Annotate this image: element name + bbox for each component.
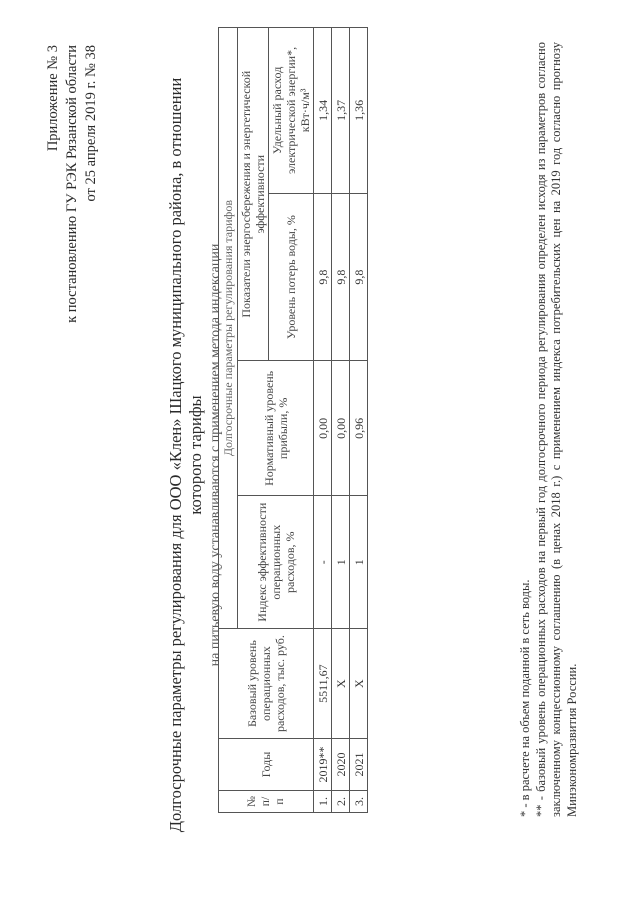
cell-base: X (332, 629, 350, 739)
header-num: № п/п (219, 791, 314, 813)
document-title (166, 75, 226, 835)
cell-profit: 0,96 (350, 361, 368, 496)
appendix-date: от 25 апреля 2019 г. № 38 (83, 45, 99, 202)
header-base-costs: Базовый уровень операционных расходов, тыс. руб. (219, 629, 314, 739)
title-line-2: на питьевую воду устанавливаются с применением метода индексации (208, 243, 223, 667)
cell-year: 2020 (332, 739, 350, 791)
cell-profit: 0,00 (332, 361, 350, 496)
appendix-number: Приложение № 3 (45, 45, 61, 152)
cell-efficiency: 1 (332, 496, 350, 629)
cell-num: 1. (314, 791, 332, 813)
cell-num: 2. (332, 791, 350, 813)
header-profit: Нормативный уровень прибыли, % (238, 361, 314, 496)
cell-water-loss: 9,8 (314, 193, 332, 361)
footnote-2: ** - базовый уровень операционных расходов на первый год долгосрочного периода регулирования определен исходя из параметров согласно заключенному концессионному соглашению (в ценах 2018 г.) с применением индекса потребительских цен на 2019 год согласно прогнозу Минэкономразвития России. (533, 42, 579, 817)
cell-base: 5511,67 (314, 629, 332, 739)
cell-efficiency: - (314, 496, 332, 629)
cell-water-loss: 9,8 (332, 193, 350, 361)
header-energy-group: Показатели энергосбережения и энергетической эффективности (238, 28, 269, 361)
footnotes (518, 42, 580, 817)
parameters-table (218, 27, 368, 813)
cell-base: X (350, 629, 368, 739)
appendix-resolution: к постановлению ГУ РЭК Рязанской области (64, 45, 80, 323)
appendix-header (44, 45, 101, 323)
cell-electricity: 1,34 (314, 28, 332, 194)
cell-year: 2021 (350, 739, 368, 791)
header-efficiency: Индекс эффективности операционных расходов, % (238, 496, 314, 629)
cell-profit: 0,00 (314, 361, 332, 496)
cell-electricity: 1,36 (350, 28, 368, 194)
footnote-1: * - в расчете на объем поданной в сеть воды. (518, 579, 532, 817)
cell-electricity: 1,37 (332, 28, 350, 194)
cell-water-loss: 9,8 (350, 193, 368, 361)
header-years: Годы (219, 739, 314, 791)
table-row (314, 28, 332, 813)
cell-year: 2019** (314, 739, 332, 791)
header-electricity: Удельный расход электрической энергии*, кВт·ч/м³ (269, 28, 314, 194)
table-row (350, 28, 368, 813)
header-group-longterm: Долгосрочные параметры регулирования тарифов (219, 28, 238, 629)
cell-efficiency: 1 (350, 496, 368, 629)
table-row (332, 28, 350, 813)
header-water-loss: Уровень потерь воды, % (269, 193, 314, 361)
cell-num: 3. (350, 791, 368, 813)
title-line-1: Долгосрочные параметры регулирования для ООО «Клен» Шацкого муниципального района, в отношении которого тарифы (166, 77, 205, 833)
